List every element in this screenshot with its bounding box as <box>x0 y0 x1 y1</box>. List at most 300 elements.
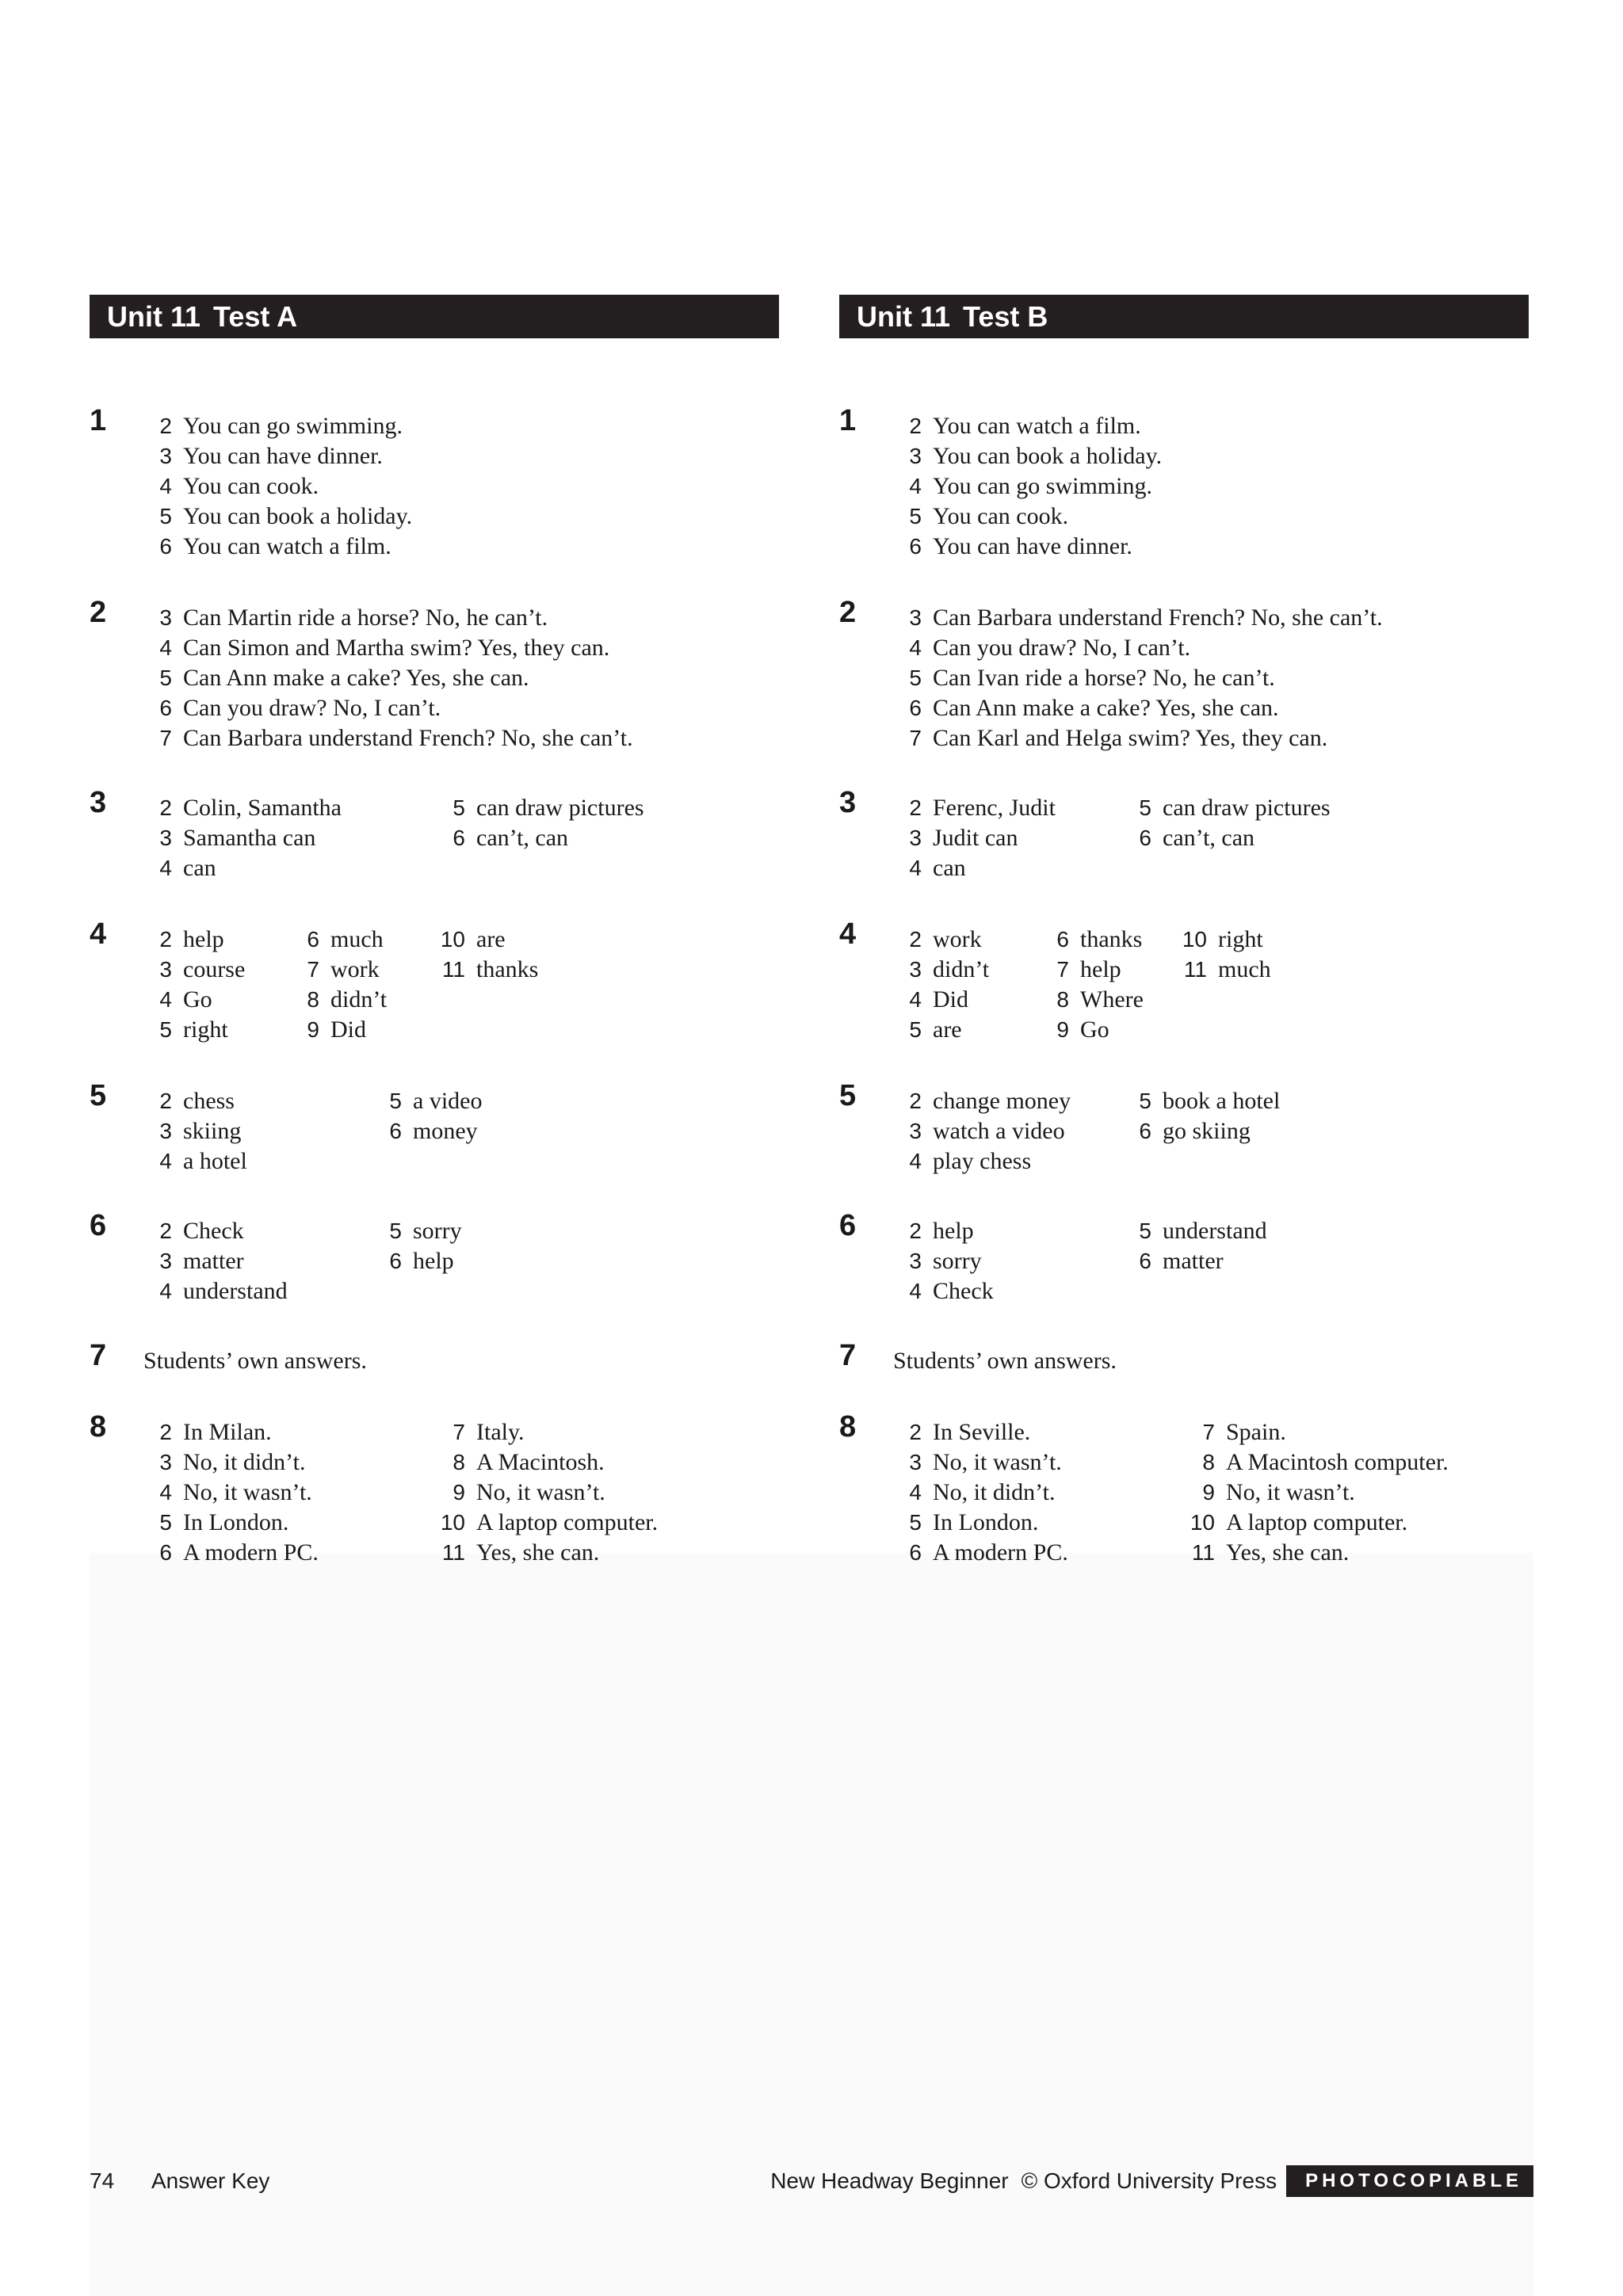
answer-item <box>1178 925 1263 955</box>
answer-item <box>893 603 1383 633</box>
exercise-number: 1 <box>90 404 107 437</box>
item-number: 3 <box>909 1450 922 1474</box>
item-number: 5 <box>1139 1089 1151 1113</box>
item-answer: Can Ivan ride a horse? No, he can’t. <box>933 665 1275 691</box>
item-number: 11 <box>441 957 465 982</box>
item-number: 2 <box>159 414 172 438</box>
answer-row <box>143 693 779 723</box>
answer-row <box>143 985 779 1015</box>
answer-row <box>143 502 779 532</box>
item-answer: work <box>330 956 380 982</box>
item-answer: Spain. <box>1226 1419 1286 1445</box>
answer-row <box>893 663 1529 693</box>
item-answer: help <box>1080 956 1121 982</box>
item-answer: matter <box>1163 1248 1224 1274</box>
exercise-answers <box>143 411 779 562</box>
item-number: 5 <box>389 1219 402 1243</box>
answer-item <box>373 1216 462 1246</box>
item-answer: Go <box>1080 1016 1109 1043</box>
answer-item <box>893 1216 974 1246</box>
item-answer: thanks <box>1080 926 1143 952</box>
exercise-answers <box>143 793 779 883</box>
answer-item <box>893 1146 1031 1177</box>
answer-row <box>893 723 1529 753</box>
answer-item <box>893 411 1141 441</box>
exercise-5 <box>90 1079 779 1177</box>
answer-item <box>893 633 1190 663</box>
item-number: 5 <box>389 1089 402 1113</box>
answer-row <box>893 603 1529 633</box>
item-answer: You can watch a film. <box>183 533 391 559</box>
answer-item <box>893 502 1068 532</box>
answer-item <box>1186 1508 1407 1538</box>
item-answer: You can book a holiday. <box>933 443 1163 469</box>
answer-item <box>143 411 403 441</box>
answer-item <box>893 1447 1062 1478</box>
answer-row <box>893 823 1529 853</box>
item-number: 4 <box>909 856 922 880</box>
item-answer: A modern PC. <box>933 1539 1068 1566</box>
item-answer: No, it didn’t. <box>933 1479 1056 1505</box>
item-number: 2 <box>159 795 172 820</box>
answer-item <box>893 693 1279 723</box>
item-number: 5 <box>159 666 172 690</box>
item-answer: Italy. <box>476 1419 525 1445</box>
item-number: 4 <box>159 1149 172 1173</box>
item-number: 6 <box>159 534 172 559</box>
exercise-answers <box>143 1216 779 1306</box>
item-number: 6 <box>909 1540 922 1565</box>
answer-item <box>143 793 342 823</box>
answer-row <box>143 1086 779 1116</box>
item-number: 2 <box>159 1219 172 1243</box>
answer-item <box>291 955 380 985</box>
test-a-test-label: Test A <box>213 300 298 333</box>
answer-row <box>893 1417 1529 1447</box>
answer-row <box>893 502 1529 532</box>
item-answer: Check <box>183 1218 244 1244</box>
item-number: 4 <box>909 1149 922 1173</box>
exercise-4 <box>90 917 779 1045</box>
answer-row <box>893 955 1529 985</box>
item-number: 10 <box>440 1510 465 1535</box>
item-number: 5 <box>909 1510 922 1535</box>
exercise-8 <box>90 1410 779 1568</box>
item-number: 2 <box>159 927 172 952</box>
exercise-6 <box>839 1209 1529 1306</box>
item-number: 5 <box>909 504 922 528</box>
item-number: 4 <box>159 474 172 498</box>
item-answer: right <box>1218 926 1263 952</box>
answer-row <box>893 1538 1529 1568</box>
exercise-number: 7 <box>90 1339 107 1372</box>
test-a-header <box>90 295 779 338</box>
item-number: 2 <box>159 1089 172 1113</box>
answer-row <box>893 1146 1529 1177</box>
answer-row <box>143 1116 779 1146</box>
exercise-2 <box>90 596 779 753</box>
answer-item <box>893 1508 1038 1538</box>
test-b-header <box>839 295 1529 338</box>
answer-row <box>893 633 1529 663</box>
item-answer: A modern PC. <box>183 1539 319 1566</box>
item-answer: You can have dinner. <box>933 533 1132 559</box>
answer-item <box>1123 823 1254 853</box>
item-number: 7 <box>909 726 922 750</box>
answer-item <box>373 1086 482 1116</box>
exercise-answers <box>893 1417 1529 1568</box>
item-number: 3 <box>909 1249 922 1273</box>
test-b-unit-label: Unit 11 <box>857 300 951 333</box>
answer-item <box>143 853 216 883</box>
item-answer: Ferenc, Judit <box>933 795 1056 821</box>
item-number: 11 <box>1191 1540 1215 1565</box>
exercise-number: 3 <box>90 786 107 819</box>
item-number: 3 <box>159 1249 172 1273</box>
item-answer: understand <box>1163 1218 1267 1244</box>
exercise-answers <box>893 793 1529 883</box>
item-number: 7 <box>159 726 172 750</box>
item-answer: Can you draw? No, I can’t. <box>933 635 1191 661</box>
item-number: 4 <box>909 987 922 1012</box>
answer-item <box>893 471 1152 502</box>
item-answer: are <box>476 926 506 952</box>
item-number: 5 <box>159 1017 172 1042</box>
answer-item <box>143 823 315 853</box>
item-answer: No, it wasn’t. <box>1226 1479 1355 1505</box>
answer-item <box>143 441 383 471</box>
item-number: 6 <box>1056 927 1069 952</box>
item-number: 2 <box>909 1089 922 1113</box>
item-number: 3 <box>159 957 172 982</box>
item-number: 6 <box>389 1119 402 1143</box>
exercise-number: 2 <box>90 596 107 629</box>
exercise-4 <box>839 917 1529 1045</box>
item-answer: Where <box>1080 986 1144 1013</box>
answer-row <box>893 925 1529 955</box>
item-answer: In London. <box>183 1509 289 1535</box>
page-footer <box>90 2165 1533 2197</box>
answer-row <box>143 471 779 502</box>
item-answer: You can go swimming. <box>933 473 1152 499</box>
item-number: 6 <box>453 826 465 850</box>
answer-item <box>893 1276 994 1306</box>
answer-row <box>893 693 1529 723</box>
answer-item <box>143 633 609 663</box>
item-answer: You can watch a film. <box>933 413 1141 439</box>
exercise-number: 4 <box>839 917 857 951</box>
exercise-number: 7 <box>839 1339 857 1372</box>
exercise-answers <box>143 1086 779 1177</box>
item-number: 10 <box>1182 927 1207 952</box>
item-number: 11 <box>1183 957 1207 982</box>
item-answer: Yes, she can. <box>476 1539 600 1566</box>
answer-item <box>143 1508 288 1538</box>
item-number: 6 <box>389 1249 402 1273</box>
exercise-number: 8 <box>90 1410 107 1444</box>
exercise-answers <box>143 1346 779 1376</box>
answer-item <box>291 1015 366 1045</box>
item-answer: You can cook. <box>933 503 1069 529</box>
answer-row <box>893 471 1529 502</box>
item-number: 9 <box>307 1017 319 1042</box>
item-number: 4 <box>159 1279 172 1303</box>
answer-item <box>893 1246 982 1276</box>
item-number: 3 <box>909 605 922 630</box>
answer-row <box>143 1216 779 1246</box>
answer-row <box>893 441 1529 471</box>
answer-item <box>437 955 538 985</box>
exercise-answers <box>893 925 1529 1045</box>
item-answer: Colin, Samantha <box>183 795 342 821</box>
item-number: 5 <box>159 504 172 528</box>
item-answer: play chess <box>933 1148 1032 1174</box>
item-answer: Can Barbara understand French? No, she can’t. <box>183 725 633 751</box>
answer-item <box>143 1276 288 1306</box>
item-answer: Samantha can <box>183 825 316 851</box>
exercise-answers <box>893 411 1529 562</box>
answer-item <box>143 1538 319 1568</box>
answer-item <box>437 793 644 823</box>
item-number: 9 <box>1056 1017 1069 1042</box>
item-number: 6 <box>909 534 922 559</box>
item-answer: money <box>413 1118 478 1144</box>
item-answer: Yes, she can. <box>1226 1539 1350 1566</box>
answer-text: Students’ own answers. <box>893 1348 1117 1374</box>
answer-item <box>1123 1246 1224 1276</box>
answer-item <box>893 723 1327 753</box>
answer-item <box>893 532 1132 562</box>
item-number: 8 <box>1202 1450 1215 1474</box>
answer-item <box>143 985 212 1015</box>
item-answer: book a hotel <box>1163 1088 1281 1114</box>
item-answer: Judit can <box>933 825 1018 851</box>
item-answer: much <box>330 926 384 952</box>
answer-item <box>893 1116 1065 1146</box>
item-number: 5 <box>909 666 922 690</box>
item-answer: Go <box>183 986 212 1013</box>
answer-item <box>1041 1015 1109 1045</box>
item-answer: can draw pictures <box>476 795 644 821</box>
answer-item <box>143 1246 244 1276</box>
item-answer: Can Karl and Helga swim? Yes, they can. <box>933 725 1328 751</box>
answer-item <box>1041 925 1142 955</box>
item-answer: A laptop computer. <box>1226 1509 1408 1535</box>
answer-item <box>437 1447 605 1478</box>
answer-row <box>893 1447 1529 1478</box>
answer-row <box>893 1086 1529 1116</box>
item-answer: No, it wasn’t. <box>933 1449 1062 1475</box>
item-answer: a hotel <box>183 1148 247 1174</box>
item-number: 8 <box>453 1450 465 1474</box>
item-number: 4 <box>909 1279 922 1303</box>
item-number: 2 <box>909 1420 922 1444</box>
answer-item <box>143 532 391 562</box>
item-number: 3 <box>909 826 922 850</box>
item-number: 5 <box>159 1510 172 1535</box>
answer-item <box>437 1538 599 1568</box>
answer-item <box>143 955 245 985</box>
item-answer: No, it wasn’t. <box>476 1479 605 1505</box>
item-number: 2 <box>909 927 922 952</box>
item-number: 6 <box>1139 1119 1151 1143</box>
answer-item <box>893 955 989 985</box>
item-number: 5 <box>1139 1219 1151 1243</box>
test-b-column <box>839 295 1529 1606</box>
item-number: 7 <box>1202 1420 1215 1444</box>
answer-row <box>143 633 779 663</box>
item-answer: help <box>413 1248 454 1274</box>
item-number: 3 <box>159 444 172 468</box>
item-number: 8 <box>1056 987 1069 1012</box>
item-number: 3 <box>159 1119 172 1143</box>
answer-row <box>143 955 779 985</box>
answer-item <box>893 1086 1071 1116</box>
answer-item <box>143 1417 272 1447</box>
answer-item <box>893 1478 1055 1508</box>
item-answer: can <box>183 855 216 881</box>
item-number: 6 <box>909 696 922 720</box>
answer-item <box>893 663 1275 693</box>
item-number: 2 <box>909 1219 922 1243</box>
item-answer: Can Simon and Martha swim? Yes, they can. <box>183 635 610 661</box>
exercise-number: 2 <box>839 596 857 629</box>
answer-row <box>143 1276 779 1306</box>
item-number: 2 <box>909 795 922 820</box>
item-number: 4 <box>909 1480 922 1505</box>
answer-row <box>143 1417 779 1447</box>
item-number: 2 <box>159 1420 172 1444</box>
answer-row <box>143 663 779 693</box>
exercise-8 <box>839 1410 1529 1568</box>
answer-item <box>893 985 968 1015</box>
answer-item <box>143 723 633 753</box>
answer-row <box>143 532 779 562</box>
answer-item <box>893 1538 1068 1568</box>
item-answer: Can Barbara understand French? No, she can’t. <box>933 605 1383 631</box>
answer-row <box>893 532 1529 562</box>
item-number: 4 <box>159 987 172 1012</box>
item-answer: You can have dinner. <box>183 443 383 469</box>
item-answer: a video <box>413 1088 483 1114</box>
answer-item <box>893 853 966 883</box>
item-number: 6 <box>1139 826 1151 850</box>
answer-row <box>893 1508 1529 1538</box>
item-answer: can’t, can <box>1163 825 1255 851</box>
answer-item <box>1186 1538 1349 1568</box>
exercise-answers <box>143 1417 779 1568</box>
answer-row <box>143 441 779 471</box>
item-answer: course <box>183 956 246 982</box>
answer-item <box>437 925 506 955</box>
item-answer: work <box>933 926 982 952</box>
exercise-1 <box>839 404 1529 562</box>
item-number: 9 <box>453 1480 465 1505</box>
test-a-exercises <box>90 338 779 1606</box>
answer-item <box>1186 1478 1355 1508</box>
answer-item <box>437 823 568 853</box>
answer-row <box>893 411 1529 441</box>
item-number: 7 <box>453 1420 465 1444</box>
answer-item <box>291 925 384 955</box>
item-number: 10 <box>440 927 465 952</box>
answer-item <box>143 925 224 955</box>
answer-row <box>143 1246 779 1276</box>
answer-row <box>893 1246 1529 1276</box>
answer-row <box>893 985 1529 1015</box>
answer-row <box>143 1015 779 1045</box>
answer-row <box>143 723 779 753</box>
item-answer: matter <box>183 1248 244 1274</box>
exercise-3 <box>839 786 1529 883</box>
photocopiable-badge: PHOTOCOPIABLE <box>1286 2165 1533 2197</box>
answer-item <box>1178 955 1271 985</box>
item-number: 5 <box>909 1017 922 1042</box>
answer-item <box>143 502 412 532</box>
item-answer: right <box>183 1016 228 1043</box>
exercise-number: 5 <box>839 1079 857 1112</box>
item-answer: No, it wasn’t. <box>183 1479 312 1505</box>
exercise-5 <box>839 1079 1529 1177</box>
answer-item <box>893 1417 1030 1447</box>
exercise-6 <box>90 1209 779 1306</box>
answer-item <box>1123 1086 1280 1116</box>
exercise-3 <box>90 786 779 883</box>
answer-item <box>143 1216 244 1246</box>
answer-item <box>143 1116 241 1146</box>
item-answer: skiing <box>183 1118 242 1144</box>
item-number: 6 <box>159 696 172 720</box>
item-answer: change money <box>933 1088 1071 1114</box>
item-number: 3 <box>159 826 172 850</box>
item-number: 3 <box>909 1119 922 1143</box>
answer-row <box>893 1116 1529 1146</box>
exercise-number: 1 <box>839 404 857 437</box>
answer-row <box>893 1216 1529 1246</box>
answer-row <box>143 823 779 853</box>
item-answer: thanks <box>476 956 539 982</box>
answer-row <box>143 925 779 955</box>
item-number: 3 <box>909 444 922 468</box>
item-number: 5 <box>1139 795 1151 820</box>
item-answer: No, it didn’t. <box>183 1449 306 1475</box>
test-b-exercises <box>839 338 1529 1606</box>
exercise-number: 5 <box>90 1079 107 1112</box>
item-number: 3 <box>909 957 922 982</box>
answer-item <box>893 1015 962 1045</box>
item-answer: go skiing <box>1163 1118 1251 1144</box>
item-number: 4 <box>159 1480 172 1505</box>
answer-item <box>291 985 387 1015</box>
item-number: 9 <box>1202 1480 1215 1505</box>
exercise-answers <box>893 1086 1529 1177</box>
test-b-test-label: Test B <box>963 300 1048 333</box>
item-answer: Check <box>933 1278 994 1304</box>
answer-item <box>373 1246 454 1276</box>
answer-row <box>893 793 1529 823</box>
item-answer: sorry <box>933 1248 982 1274</box>
answer-item <box>1123 793 1331 823</box>
answer-item <box>1186 1417 1286 1447</box>
exercise-2 <box>839 596 1529 753</box>
item-answer: are <box>933 1016 962 1043</box>
answer-row <box>143 1538 779 1568</box>
page-number: 74 <box>90 2168 115 2193</box>
item-answer: didn’t <box>933 956 990 982</box>
item-answer: help <box>933 1218 974 1244</box>
item-number: 2 <box>909 414 922 438</box>
answer-item <box>1123 1116 1251 1146</box>
